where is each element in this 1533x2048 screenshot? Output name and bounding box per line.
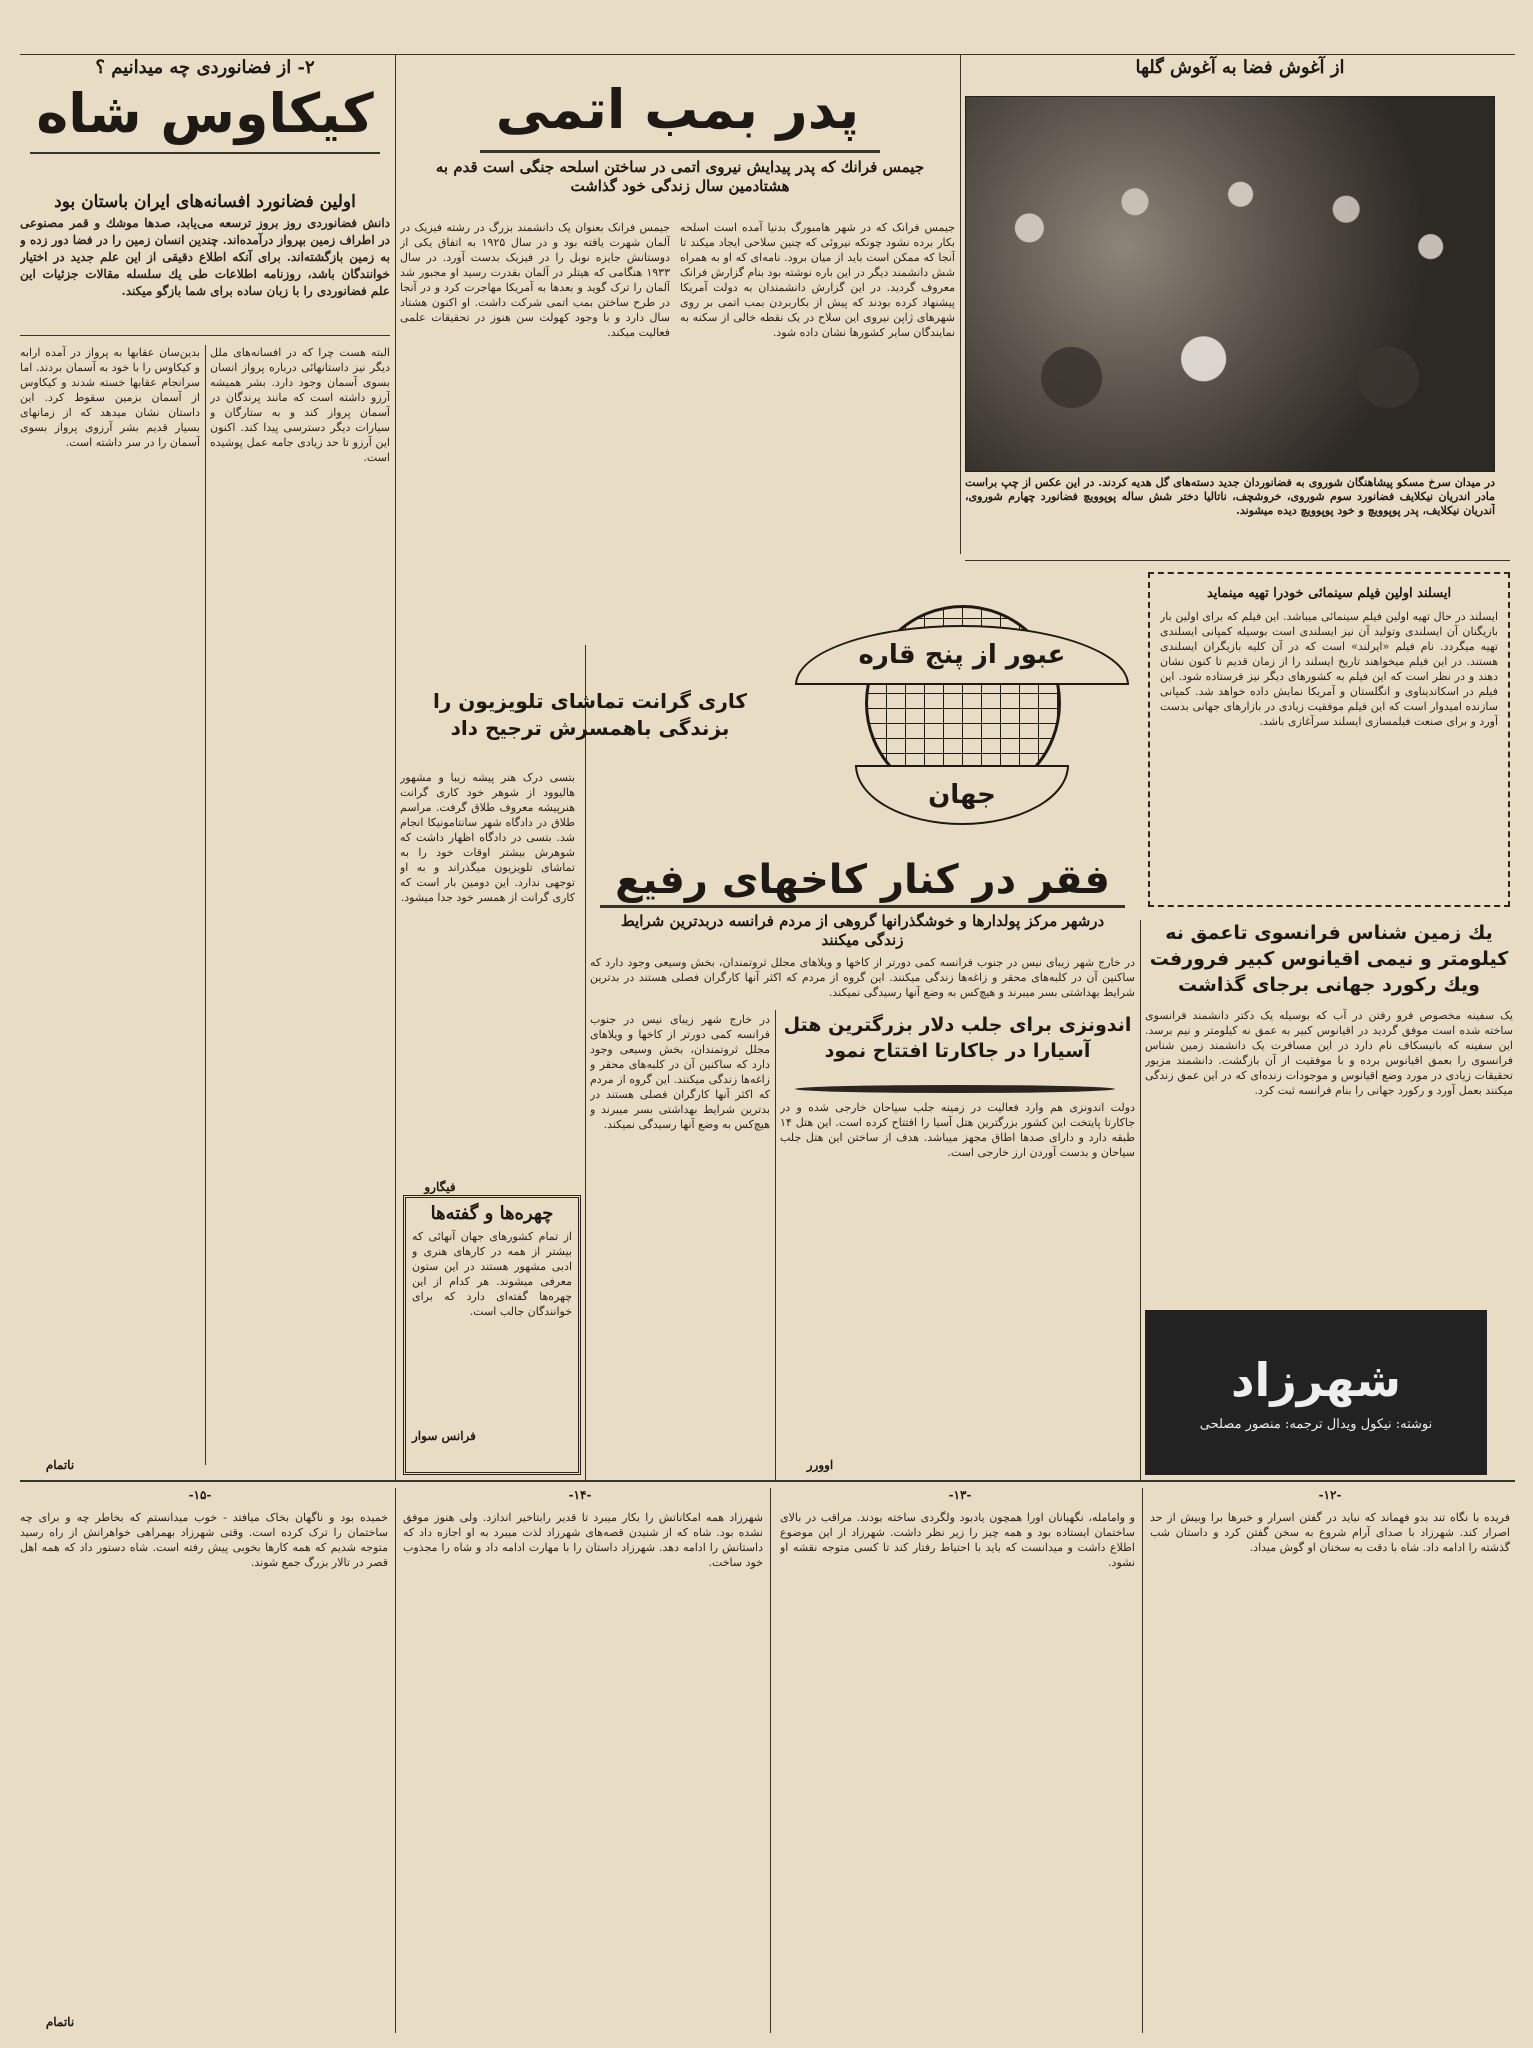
shahrzad-logo: شهرزاد xyxy=(1230,1353,1402,1407)
faces-title: چهره‌ها و گفته‌ها xyxy=(430,1203,554,1224)
globe-banner-bottom: جهان xyxy=(855,765,1069,825)
kaykavus-subhead: اولین فضانورد افسانه‌های ایران باستان بود xyxy=(54,192,356,212)
hotel-text: دولت اندونزی هم وارد فعالیت در زمینه جلب سیاحان خارجی شده و در جاکارتا پایتخت این کشور بزرگترین هتل آسیا را افتتاح کرده است. این هتل ۱۴ طبقه دارد و دارای صدها اطاق مجهز میباشد. هدف از ساختن این هتل جلب سیاحان و بدست آوردن ارز خارجی است. xyxy=(780,1101,1135,1159)
left-inner-rule xyxy=(205,345,206,1465)
shahrzad-banner xyxy=(1145,1310,1487,1475)
hotel-title: اندونزی برای جلب دلار بزرگترین هتل آسیارا در جاکارتا افتتاح نمود xyxy=(783,1014,1132,1062)
serial-text-14: شهرزاد همه امکاناتش را بکار میبرد تا قدیر رابتاخیر اندازد. ولی هنوز موفق نشده بود. شاه که از شنیدن قصه‌های شهرزاد لذت میبرد به او اجازه داد که داستانش را ادامه دهد. شهرزاد داستان را با مهارت ادامه داد و شاه را مجذوب خود ساخت. xyxy=(403,1511,763,1569)
right-rule-1 xyxy=(965,560,1510,561)
ocean-title: یك زمین شناس فرانسوی تاعمق نه کیلومتر و نیمی اقیانوس کبیر فرورفت ویك رکورد جهانی برجای گذاشت xyxy=(1149,922,1509,996)
hotel-rule-shape xyxy=(795,1085,1115,1093)
globe-banner-top: عبور از پنج قاره xyxy=(795,625,1129,685)
photo-figures xyxy=(966,97,1494,471)
poverty-rule xyxy=(600,905,1125,908)
space-body-a: بدین‌سان عقابها به پرواز در آمده ارابه و کیکاوس را با خود به آسمان بردند. اما سرانجام عقابها خسته شدند و کیکاوس از آسمان بزمین سقوط کرد. این داستان نشان میدهد که از زمانهای بسیار قدیم بشر آرزوی پرواز بسوی آسمان را در سر داشته است. xyxy=(20,346,200,449)
poverty-text: در خارج شهر زیبای نیس در جنوب فرانسه کمی دورتر از کاخها و ویلاهای مجلل ثروتمندان، بخش وسیعی وجود دارد که ساکنین آن در کلبه‌های محقر و زاغه‌ها زندگی میکنند. این گروه از مردم که اکثر آنها کارگران فصلی هستند در بدترین شرایط بهداشتی بسر میبرند و هیچ‌کس به وضع آنها رسیدگی نمیکند. xyxy=(590,956,1135,999)
poverty-text-cont xyxy=(590,1012,770,1472)
cary-title: کاری گرانت تماشای تلویزیون را بزندگی باهمسرش ترجیح داد xyxy=(432,689,748,740)
serial-15-source: ناتمام xyxy=(45,2015,75,2029)
atom-text-b: جیمس فرانک بعنوان یک دانشمند بزرگ در رشته فیزیک در آلمان شهرت یافته بود و در سال ۱۹۲۵ به اتفاق یکی از دوستانش جایزه نوبل را در فیزیک بدست آورد. در سال ۱۹۳۳ هنگامی که هیتلر در آلمان بقدرت رسید او مجبور شد آلمان را ترک گوید و بعدها به آمریکا مهاجرت کرد و در آنجا در طرح ساختن بمب اتمی شرکت داشت. او اکنون هشتاد سال دارد و با وجود کهولت سن هنوز در تحقیقات علمی فعالیت میکند. xyxy=(400,221,670,339)
photo-kicker: از آغوش فضا به آغوش گلها xyxy=(1135,57,1345,78)
space-intro: دانش فضانوردی روز بروز ترسعه می‌یابد، صدها موشك و قمر مصنوعی در اطراف زمین بپرواز درآمده‌اند. چندین انسان زمین را در فضا دور زده و به زمین بازگشته‌اند. برای آنکه اطلاع دقیقی از این علم جدید در اختیار خوانندگان باشد، روزنامه اطلاعات طی یك سلسله مقالات جزئیات این علم فضانوردی را با زبان ساده برای شما بازگو میکند. xyxy=(20,216,390,298)
middle-rule xyxy=(20,1480,1515,1482)
kaykavus-rule xyxy=(30,152,380,154)
serial-text-13: و وامامله، نگهبانان اورا همچون یادبود ولگردی ساخته بودند. مراقب در بالای ساختمان ایستاده بود و همه چیز را زیر نظر داشت. شهرزاد از این موضوع اطلاع داشت و میدانست که باید با احتیاط رفتار کند تا کسی متوجه نقشه او نشود. xyxy=(780,1511,1135,1569)
rule-mid-inner xyxy=(585,645,586,1480)
rule-midright xyxy=(960,54,961,554)
hotel-source: اوورر xyxy=(806,1458,834,1472)
serial-page-12: -۱۲- xyxy=(1318,1488,1342,1502)
cary-source: فیگارو xyxy=(424,1180,456,1194)
film-box xyxy=(1148,572,1510,907)
serial-rule-2 xyxy=(770,1488,771,2033)
atom-under-rule xyxy=(480,150,880,153)
faces-source: فرانس سوار xyxy=(412,1429,476,1443)
atom-headline: پدر بمب اتمی xyxy=(495,78,860,141)
serial-rule-1 xyxy=(1142,1488,1143,2033)
crowd-photo xyxy=(965,96,1495,472)
atom-text-a: جیمس فرانک که در شهر هامبورگ بدنیا آمده است اسلحه بکار برده نشود چونکه نیروئی که چنین سلاحی ایجاد میکند تا آنجا که ممکن است باید از میان برود. نامه‌ای که او به همراه شش دانشمند دیگر در این باره نوشته بود بنام گزارش فرانک معروف گردید. در این گزارش دانشمندان به دولت آمریکا پیشنهاد کرده بودند که پیش از بکاربردن بمب اتمی بر روی شهرهای ژاپن نیروی این سلاح در یک نقطه خالی از سکنه به نمایندگان سایر کشورها نشان داده شود. xyxy=(680,221,955,339)
intro-rule xyxy=(20,335,390,336)
shahrzad-credit: نوشته: نیکول ویدال ترجمه: منصور مصلحی xyxy=(1199,1417,1433,1432)
film-text: ایسلند در حال تهیه اولین فیلم سینمائی میباشد. این فیلم که برای اولین بار بازیگنان آن ایسلندی وتولید آن نیز ایسلندی است بوسیله کمپانی ایسلندی تهیه میگردد. نام فیلم «ایرلند» است که در آن کلیه بازیگران ایسلندی هستند. در این فیلم میخواهند تاریخ ایسلند را از زمان قدیم تا کنون نشان دهند و در نظر است که این فیلم به کشورهای دیگر نیز فرستاده شود. این فیلم در اسکاندیناوی و انگلستان و آمریکا نمایش داده خواهد شد. کمپانی سازنده امیدوار است که این فیلم موفقیت زیادی در بازارهای جهانی بدست آورد و برای صنعت فیلمسازی ایسلند سرآغازی باشد. xyxy=(1160,610,1498,728)
atom-subhead: جیمس فرانك که پدر پیدایش نیروی اتمی در ساختن اسلحه جنگی است قدم به هشتادمین سال زندگی خود گذاشت xyxy=(435,158,925,195)
poverty-headline: فقر در کنار کاخهای رفیع xyxy=(615,857,1110,903)
serial-rule-3 xyxy=(395,1488,396,2033)
serial-page-15: -۱۵- xyxy=(188,1488,212,1502)
serial-text-15: خمیده بود و ناگهان بخاک میافتد - خوب میدانستم که بخاطر چه و برای چه ساختمان را ترک کرده است. وقتی شهرزاد بهمراهی خواهرانش از راه رسید متوجه شدیم که همه کارها بخوبی پیش رفته است. شاه دستور داد که همه اهل قصر در تالار بزرگ جمع شوند. xyxy=(20,1511,388,1569)
serial-page-14: -۱۴- xyxy=(568,1488,592,1502)
faces-box xyxy=(403,1195,581,1475)
serial-page-13: -۱۳- xyxy=(948,1488,972,1502)
kaykavus-headline: کیکاوس شاه xyxy=(36,82,374,145)
rule-mid-inner2 xyxy=(775,1010,776,1480)
film-title: ایسلند اولین فیلم سینمائی خودرا تهیه مینماید xyxy=(1206,586,1452,601)
space-body-b: البته هست چرا که در افسانه‌های ملل دیگر نیز داستانهائی درباره پرواز انسان بسوی آسمان وجود دارد. بشر همیشه آرزو داشته است که مانند پرندگان در آسمان پرواز کند و به ستارگان و سیارات دیگر دسترسی پیدا کند. اکنون این آرزو تا حد زیادی جامه عمل پوشیده است. xyxy=(210,346,390,464)
photo-caption: در میدان سرخ مسکو پیشاهنگان شوروی به فضانوردان جدید دسته‌های گل هدیه کردند. در این عکس از چپ براست مادر اندریان نیکلایف فضانورد سوم شوروی، خروشچف، ناتالیا دختر شش ساله پوپوویچ فضانورد چهارم شوروی، آندریان نیکلایف، پدر پوپوویچ و خود پوپوویچ دیده میشوند. xyxy=(965,476,1495,517)
rule-mid-lower xyxy=(1140,920,1141,1480)
space-source: ناتمام xyxy=(45,1458,75,1472)
poverty-text-cont-body: در خارج شهر زیبای نیس در جنوب فرانسه کمی دورتر از کاخها و ویلاهای مجلل ثروتمندان، بخش وسیعی وجود دارد که ساکنین آن در کلبه‌های محقر و زاغه‌ها زندگی میکنند. این گروه از مردم که اکثر آنها کارگران فصلی هستند در بدترین شرایط بهداشتی بسر میبرند و هیچ‌کس به وضع آنها رسیدگی نمیکند. xyxy=(590,1013,770,1131)
cary-text: بتسی درک هنر پیشه زیبا و مشهور هالیوود از شوهر خود کاری گرانت هنرپیشه معروف طلاق گرفت. مراسم طلاق در دادگاه شهر سانتامونیکا انجام شد. بتسی در دادگاه اظهار داشت که شوهرش بیشتر اوقات خود را به تماشای تلویزیون میگذراند و به او توجهی ندارد. این دومین بار است که کاری گرانت از همسر خود جدا میشود. xyxy=(400,771,575,904)
serial-text-12: فریده با نگاه تند بدو فهماند که نباید در گفتن اسرار و خبرها برا وبیش از حد اصرار کند. شهرزاد با صدای آرام شروع به سخن گفتن کرد و داستان شب گذشته را ادامه داد. شاه با دقت به سخنان او گوش میداد. xyxy=(1150,1511,1510,1554)
globe-emblem xyxy=(795,585,1125,825)
space-kicker: ۲- از فضانوردی چه میدانیم ؟ xyxy=(95,57,315,78)
rule-left xyxy=(395,54,396,1480)
faces-text: از تمام کشورهای جهان آنهائی که بیشتر از همه در کارهای هنری و ادبی مشهور هستند در این ستون معرفی میشوند. هر کدام از این چهره‌ها گفته‌ای دارد که برای خوانندگان جالب است. xyxy=(412,1230,572,1318)
ocean-text: یک سفینه مخصوص فرو رفتن در آب که بوسیله یک دکتر دانشمند فرانسوی ساخته شده است موفق گردید در اقیانوس کبیر به عمق نه کیلومتر و نیم برسد. این سفینه که باتیسکاف نام دارد در این مسافرت یک دانشمند زمین شناس فرانسوی را بعمق اقیانوس برده و با موفقیت از آن بازگشت. دانشمند مزبور تحقیقات زیادی در مورد وضع اقیانوس و موجودات زنده‌ای که در این عمق زندگی میکنند بعمل آورد و رکورد جهانی را بنام فرانسه ثبت کرد. xyxy=(1145,1009,1513,1097)
poverty-subhead: درشهر مرکز پولدارها و خوشگذرانها گروهی از مردم فرانسه دربدترین شرایط زندگی میکنند xyxy=(620,912,1105,949)
